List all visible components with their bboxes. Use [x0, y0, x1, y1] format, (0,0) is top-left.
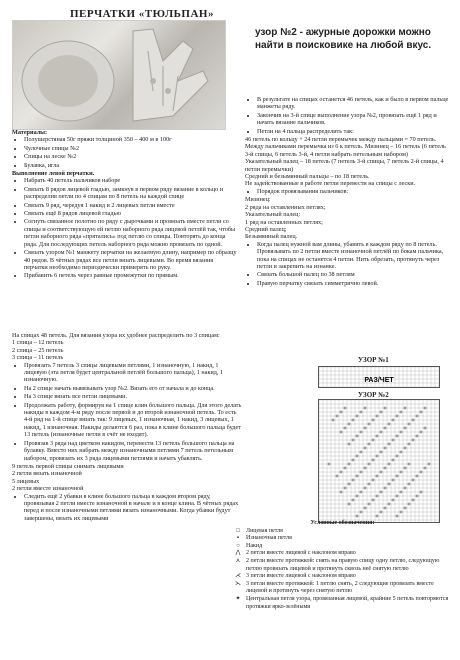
right-column	[245, 96, 450, 288]
order-line: 2 ряда на оставленных петлях;	[245, 203, 326, 211]
legend-symbol: ⋀	[235, 550, 241, 557]
list-item: • Согнуть связанное полотно по ряду с дырочками и провязать вместе петли со спицы и соответствующую ей петлю наборного ряда лицевой петлёй так, чтобы петли наборного ряда «прятались» под петлю со спицы. Повторять до конца ряда. Для последующих петель наборного ряда можно провязать по одной.	[24, 218, 237, 248]
list-item: • Чулочные спицы №2	[24, 145, 237, 152]
legend-text: Накид	[246, 542, 263, 549]
list-item: • Прибавить 6 петель через равные промежутки по прямым.	[24, 272, 237, 279]
finger-line: Указательный палец – 18 петель (7 петель 3-й спицы, 7 петель 2-й спицы, 4 петли перемычки)	[245, 158, 444, 173]
order-list	[245, 188, 450, 195]
list-item: • Связать большой палец по 38 петлям	[257, 271, 450, 278]
list-item: • На 3 спице вязать все петли лицевыми.	[24, 393, 242, 400]
pattern-2-chart	[318, 399, 440, 523]
legend-row	[230, 581, 455, 596]
pattern-1-text: РАЗ/ЧЕТ	[364, 377, 394, 384]
glove-photo-drawing	[13, 21, 225, 129]
legend-text: Изнаночная петля	[246, 535, 292, 542]
legend-symbol: ○	[236, 542, 240, 549]
distribution-text: 46 петель по кольцу + 24 петли перемычек между пальцами = 70 петель. Между пальчиками перемычка из 6 к петель. Мизинец – 16 петель (6 петель 3-й спицы, 6 петель 3-й, 4 петли набрать петельным набором)	[245, 136, 446, 158]
spokes-intro: На спицах 48 петель. Для вязания узора их удобнее распределить по 3 спицам:	[12, 332, 220, 339]
list-item: • Полушерстяная 50г пряжи толщиной 350 – 400 м в 100г	[24, 136, 237, 143]
list-item: • Связать 8 рядов лицевой гладью, замкнув в первом ряду вязание в кольцо и распределив петли по 4 спицам по 8 петель на каждой спице	[24, 186, 237, 201]
order-line: Указательный палец:	[245, 211, 301, 219]
left-column-top	[12, 128, 237, 281]
pattern-1-grid	[319, 367, 439, 387]
list-item: • Провязав 3 ряда над цветком накидом, перевести 13 петель большого пальца на булавку. Вместо них набрать между изнаночными петлями 7 петель петельным набором, провязать их 3 ряда лицевыми петлями и начать убавлять.	[24, 440, 242, 462]
pattern-1-label: УЗОР №1	[358, 356, 389, 364]
spoke-line: 1 спица – 12 петель	[12, 339, 64, 347]
materials-heading: Материалы:	[12, 129, 48, 136]
pattern-2-grid	[319, 400, 439, 522]
glove-photo	[12, 20, 226, 130]
list-item: • Закончив на 3-й спице выполнение узора №2, провязать ещё 1 ряд и начать вязание пальчиков.	[257, 112, 450, 127]
list-item: • На 2 спице начать вывязывать узор №2. Вязать его от начала и до конца.	[24, 385, 242, 392]
order-line: Безымянный палец.	[245, 233, 298, 241]
tail-line: 2 петли вместе изнаночной	[12, 485, 84, 493]
legend-text: 2 петли вместе протяжкой: снять на правую спицу одну петлю, следующую петлю провязать лицевой и протянуть сквозь неё снятую петлю	[246, 557, 440, 572]
left-glove-heading: Выполнение левой перчатки.	[12, 170, 95, 178]
tail-line: 9 петель первой спицы снимать лицевыми	[12, 462, 124, 470]
list-item: • Когда палец нужной вам длины, убавить в каждом ряду по 8 петель. Провязывать по 2 петли вместе изнаночной петлёй по бокам пальчика, пока на спицах не останется 4 петли. Нить обрезать, протянуть через петли и закрепить на изнанке.	[257, 241, 450, 271]
legend	[230, 520, 455, 611]
legend-symbol: ⋋	[235, 580, 241, 587]
legend-row	[230, 596, 455, 611]
finger-line: Средний и безымянный пальцы – по 18 петель.	[245, 173, 370, 181]
list-item: • Провязать 7 петель 3 спицы лицевыми петлями, 1 изнаночную, 1 накид, 1 лицевую (эта петля будет центральной петлёй большого пальца), 1 накид, 1 изнаночную.	[24, 362, 242, 384]
list-item: • Связать узором №1 манжету перчатки на желаемую длину, например по образцу 40 рядов. В чётных рядах все петли вязать лицевыми. Во время вязания перчатки необходимо периодически примерять по руку.	[24, 249, 237, 271]
legend-row	[230, 558, 455, 573]
legend-text: 3 петли вместе лицевой с наклоном вправо	[246, 573, 356, 580]
left-glove-list	[12, 177, 237, 271]
legend-row	[230, 550, 455, 558]
list-item: • Спицы на леске №2	[24, 153, 237, 160]
list-item: • Порядок провязывания пальчиков:	[257, 188, 450, 195]
legend-text: Центральная петля узора, провязанная лицевой, крайние 5 петель повторяются протяжки ярко-зелёными	[246, 595, 449, 610]
legend-row	[230, 573, 455, 581]
legend-text: 3 петли вместе протяжкой: 1 петлю снять, 2 следующие провязать вместе лицевой и протянуть через снятую петлю	[246, 580, 434, 595]
list-item: • Связать ещё 8 рядов лицевой гладью	[24, 210, 237, 217]
tail-list	[12, 493, 242, 523]
tail-line: 2 петли вязать изнаночной	[12, 470, 82, 478]
spoke-line: 2 спица – 25 петель	[12, 346, 64, 354]
intro-list	[12, 272, 237, 279]
right-bottom-list	[245, 241, 450, 287]
list-item: • Булавка, игла	[24, 162, 237, 169]
list-item: • В результате на спицах останется 46 петель, как и было в первом пальце манжеты ряду.	[257, 96, 450, 111]
legend-row	[230, 535, 455, 543]
list-item: • Связать 9 ряд, чередуя 1 накид и 2 лицевых петли вместе	[24, 202, 237, 209]
list-item: • Набрать 40 петель пальчиков наборе	[24, 177, 237, 184]
legend-title: Условные обозначения:	[310, 520, 375, 526]
legend-text: 2 петли вместе лицевой с наклоном вправо	[246, 550, 356, 557]
list-item: • Следить ещё 2 убавки в клине большого пальца в каждом втором ряду, провязывая 2 петли вместе изнаночной в начале и в конце клина. В чётных рядах перед и после изнаночными петлями вязать изнаночными. Когда убавки будут завершены, вязать их лицевыми	[24, 493, 242, 523]
finger-line: Не задействованные в работе петли перевести на спицы с лески.	[245, 180, 416, 188]
list-item: • Продолжать работу, формируя на 1 спице клин большого пальца. Для этого делать накиды в каждом 4-м ряду после первой и до второй изнаночной петель. То есть 4-й ряд на 1-й спице вязать так: 9 лицевых, 1 изнаночная, 1 накид, 3 лицевых, 1 накид, 1 изнаночная. Накиды делаются 6 раз, пока в клине большого пальца будет 13 петель (изнаночные петли в счёт не входят).	[24, 402, 242, 439]
steps-list	[12, 362, 242, 462]
legend-symbol: ▪	[236, 535, 240, 542]
legend-row	[230, 528, 455, 536]
order-line: Мизинец:	[245, 196, 271, 204]
list-item: • Правую перчатку связать симметрично левой.	[257, 280, 450, 287]
materials-list	[12, 136, 237, 169]
legend-text: Лицевая петля	[246, 527, 283, 534]
legend-symbol: □	[236, 527, 240, 534]
order-line: 1 ряд на оставленных петлях;	[245, 218, 323, 226]
list-item: • Петли на 4 пальца распределить так:	[257, 128, 450, 135]
pattern-2-label: УЗОР №2	[358, 391, 389, 399]
order-line: Средний палец;	[245, 225, 287, 233]
spoke-line: 3 спица – 11 петель	[12, 354, 64, 362]
page-title: ПЕРЧАТКИ «ТЮЛЬПАН»	[70, 8, 214, 20]
note: узор №2 - ажурные дорожки можно найти в поисковике на любой вкус.	[255, 27, 432, 51]
right-top-list	[245, 96, 450, 135]
left-column-bottom	[12, 332, 242, 523]
tail-line: 5 лицевых	[12, 477, 40, 485]
legend-symbol: ⋏	[235, 557, 241, 564]
pattern-1-chart	[318, 366, 440, 388]
legend-symbol: ⋌	[235, 573, 241, 580]
legend-symbol: ✦	[235, 595, 241, 602]
